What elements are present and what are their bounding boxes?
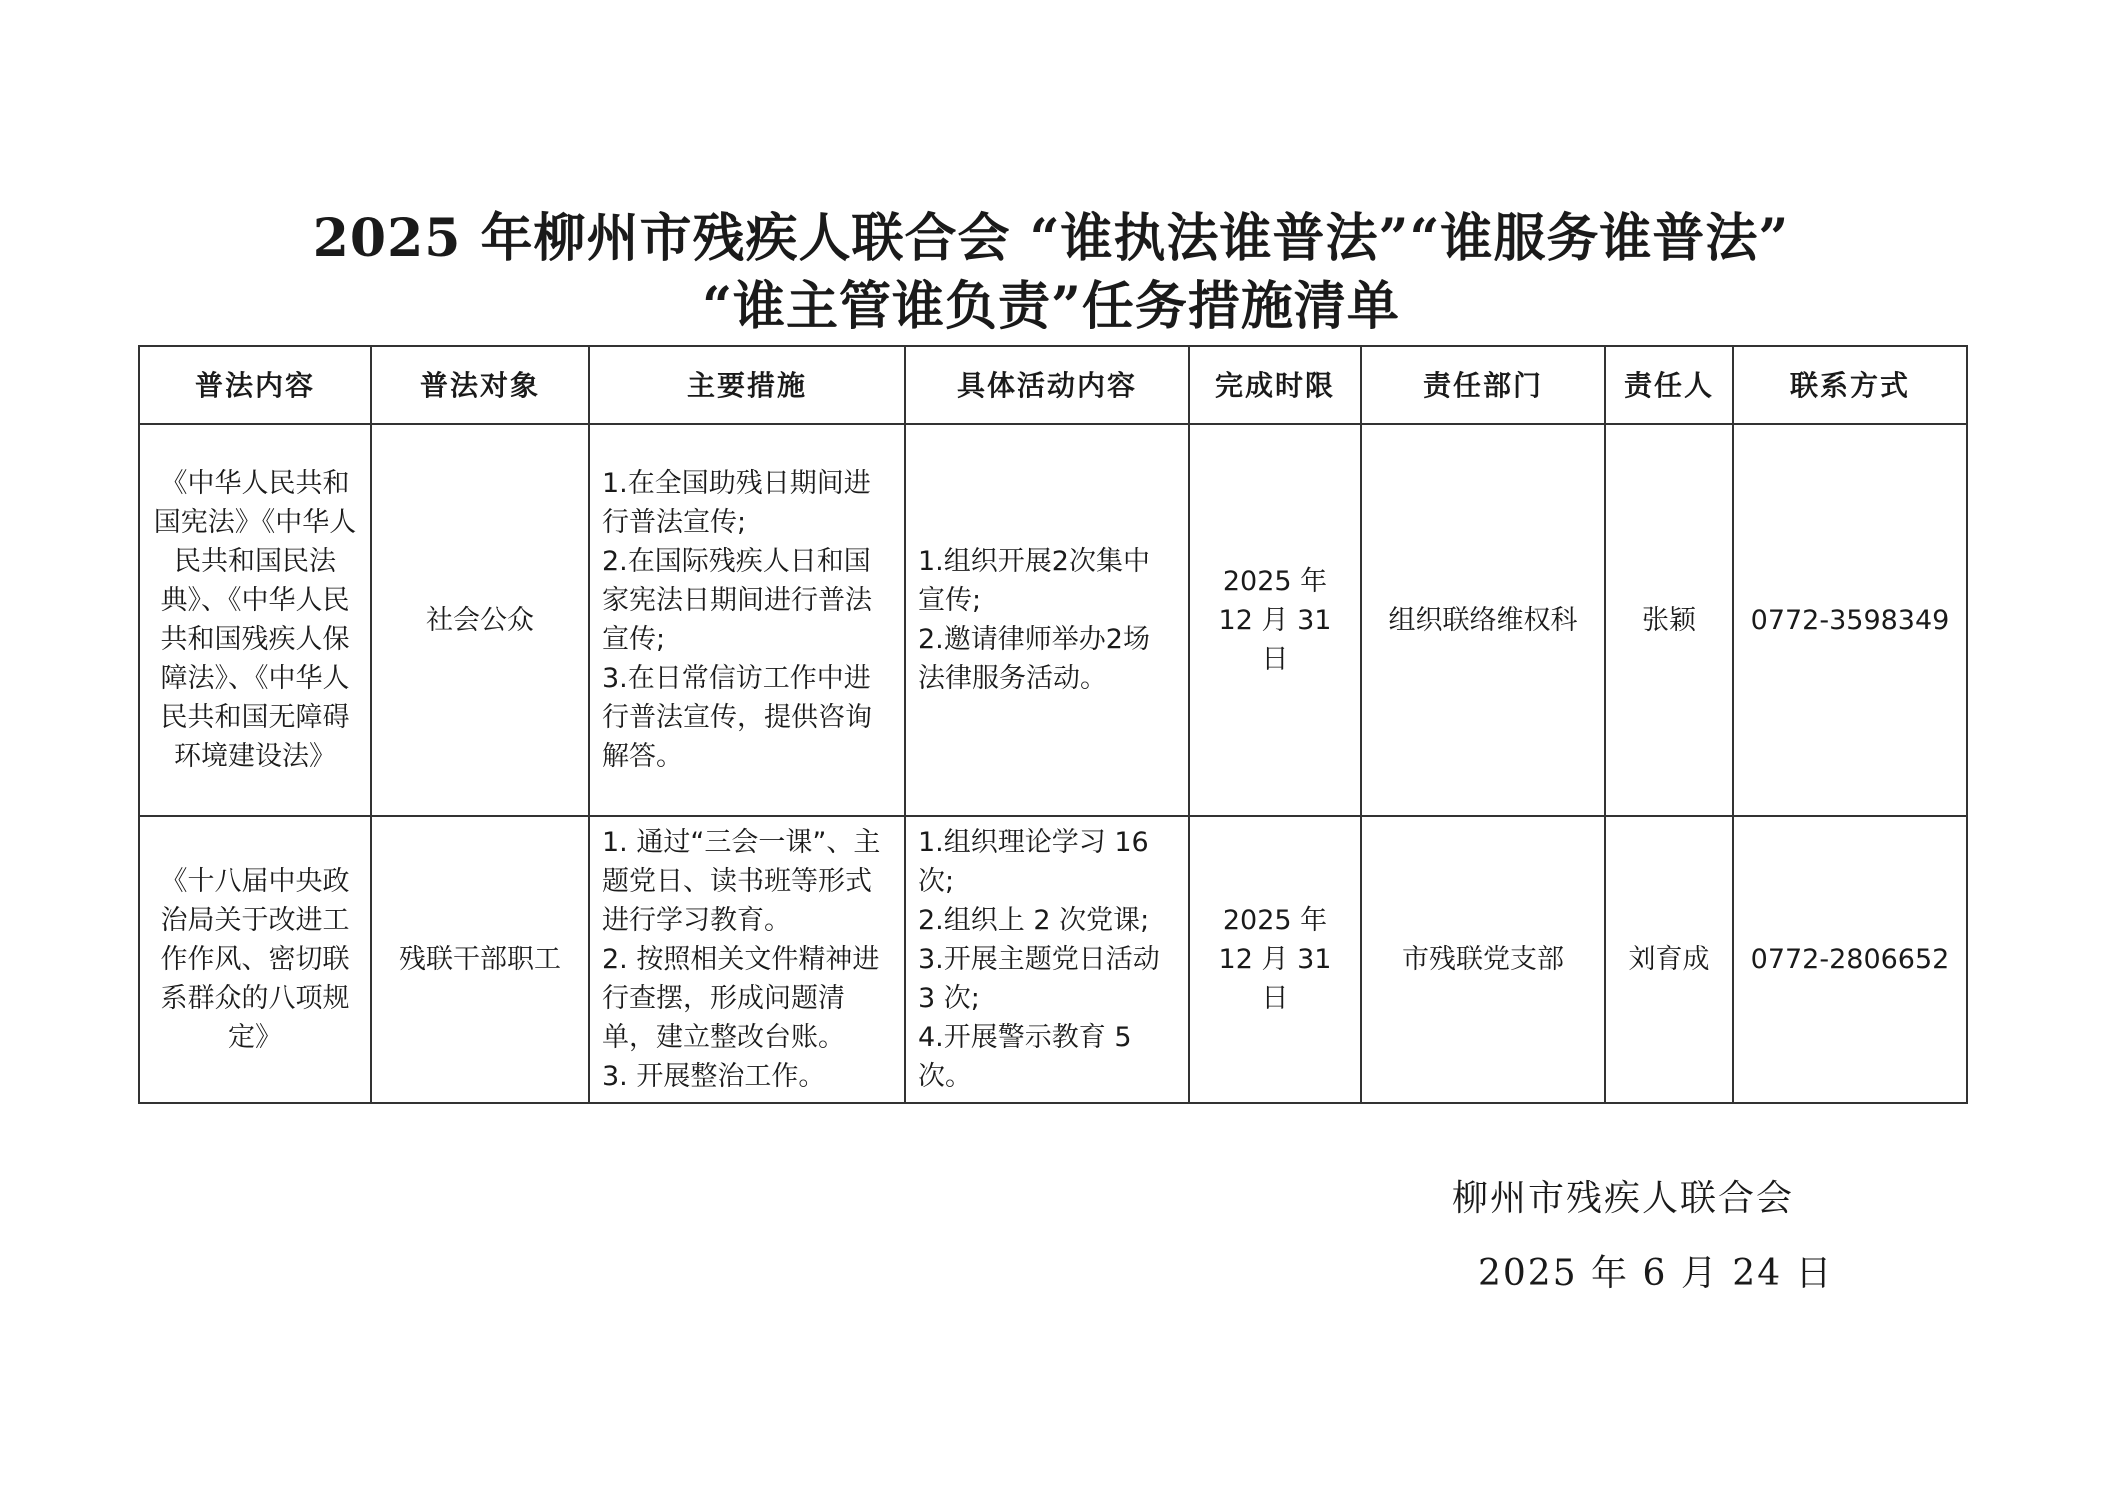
table-row	[139, 424, 1967, 816]
table-row	[139, 816, 1967, 1103]
header-contact: 联系方式	[1733, 346, 1967, 424]
cell-target: 残联干部职工	[371, 816, 589, 1103]
header-content: 普法内容	[139, 346, 371, 424]
cell-person: 张颖	[1605, 424, 1733, 816]
measure-item: 3.在日常信访工作中进行普法宣传，提供咨询解答。	[602, 663, 872, 772]
signature-organization: 柳州市残疾人联合会	[1452, 1178, 1795, 1219]
cell-content: 《中华人民共和国宪法》《中华人民共和国民法典》、《中华人民共和国残疾人保障法》、《中华人民共和国无障碍环境建设法》	[139, 424, 371, 816]
cell-department: 组织联络维权科	[1361, 424, 1605, 816]
measure-item: 2. 按照相关文件精神进行查摆，形成问题清单，建立整改台账。	[602, 944, 880, 1053]
cell-department: 市残联党支部	[1361, 816, 1605, 1103]
task-measures-table	[138, 345, 1968, 1104]
activity-item: 1.组织开展2次集中宣传;	[918, 546, 1150, 616]
measure-item: 1. 通过“三会一课”、主题党日、读书班等形式进行学习教育。	[602, 827, 881, 936]
activity-item: 4.开展警示教育 5 次。	[918, 1022, 1132, 1092]
measure-item: 3. 开展整治工作。	[602, 1061, 826, 1092]
measure-item: 2.在国际残疾人日和国家宪法日期间进行普法宣传;	[602, 546, 872, 655]
document-title-line-1: 2025 年柳州市残疾人联合会 “谁执法谁普法”“谁服务谁普法”	[312, 208, 1790, 269]
measure-item: 1.在全国助残日期间进行普法宣传;	[602, 468, 871, 538]
header-activities: 具体活动内容	[905, 346, 1189, 424]
cell-content: 《十八届中央政治局关于改进工作作风、密切联系群众的八项规定》	[139, 816, 371, 1103]
cell-deadline	[1189, 424, 1361, 816]
activity-item: 3.开展主题党日活动 3 次;	[918, 944, 1160, 1014]
cell-activities	[905, 424, 1189, 816]
cell-measures	[589, 816, 905, 1103]
cell-target: 社会公众	[371, 424, 589, 816]
activity-item: 2.邀请律师举办2场法律服务活动。	[918, 624, 1150, 694]
header-deadline: 完成时限	[1189, 346, 1361, 424]
table-header-row	[139, 346, 1967, 424]
cell-contact: 0772-2806652	[1733, 816, 1967, 1103]
cell-measures	[589, 424, 905, 816]
header-person: 责任人	[1605, 346, 1733, 424]
header-department: 责任部门	[1361, 346, 1605, 424]
deadline-date: 12 月 31 日	[1218, 604, 1332, 675]
cell-person: 刘育成	[1605, 816, 1733, 1103]
activity-item: 2.组织上 2 次党课;	[918, 905, 1150, 936]
deadline-year: 2025 年	[1222, 905, 1328, 936]
deadline-year: 2025 年	[1222, 565, 1328, 597]
signature-date: 2025 年 6 月 24 日	[1478, 1253, 1834, 1294]
deadline-date: 12 月 31 日	[1218, 944, 1332, 1014]
header-measures: 主要措施	[589, 346, 905, 424]
document-title-line-2: “谁主管谁负责”任务措施清单	[702, 276, 1400, 337]
cell-contact: 0772-3598349	[1733, 424, 1967, 816]
header-target: 普法对象	[371, 346, 589, 424]
activity-item: 1.组织理论学习 16 次;	[918, 827, 1149, 897]
cell-activities	[905, 816, 1189, 1103]
cell-deadline	[1189, 816, 1361, 1103]
